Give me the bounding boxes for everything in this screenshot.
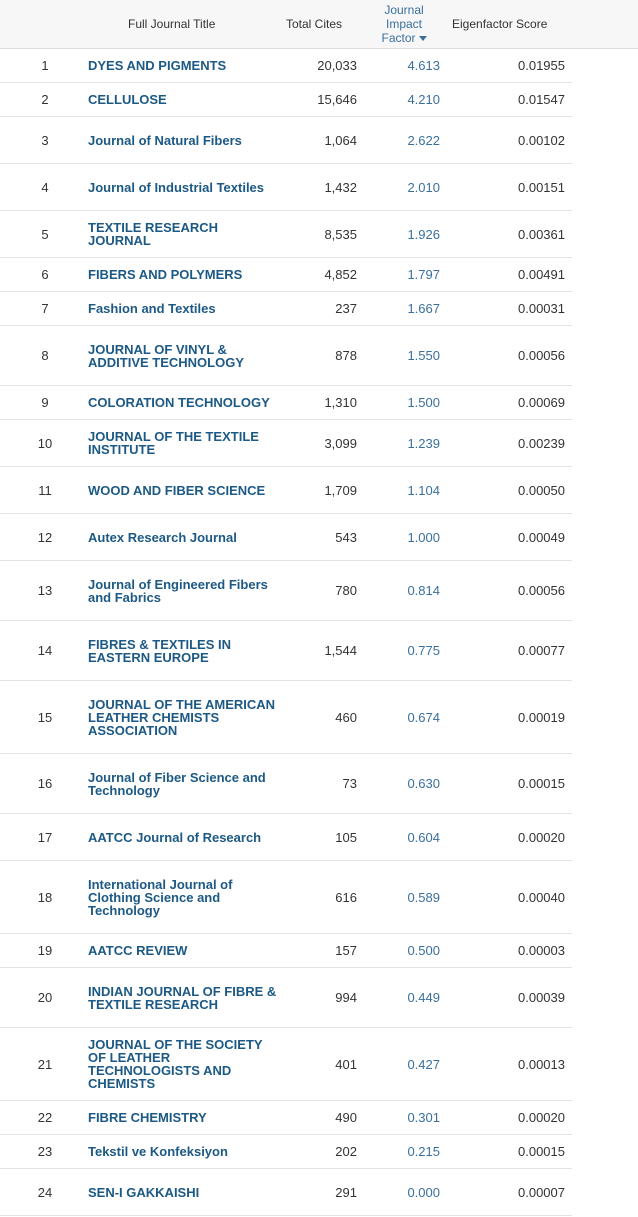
eigenfactor-cell <box>470 861 565 933</box>
eigenfactor-cell <box>470 258 565 291</box>
eigenfactor-cell-text: 0.00361 <box>518 226 565 242</box>
total-cites-cell-text: 878 <box>335 348 357 363</box>
journal-title-link[interactable] <box>88 164 278 210</box>
total-cites-cell <box>270 754 357 813</box>
total-cites-cell-text: 73 <box>342 776 357 791</box>
table-row <box>0 1135 572 1169</box>
eigenfactor-cell <box>470 1135 565 1168</box>
eigenfactor-cell-text: 0.00015 <box>518 1144 565 1159</box>
eigenfactor-cell-text: 0.00077 <box>518 643 565 658</box>
rank-cell <box>0 861 90 933</box>
journal-title-link-text[interactable]: FIBERS AND POLYMERS <box>88 267 243 282</box>
journal-title-link-text[interactable]: JOURNAL OF THE SOCIETY OF LEATHER TECHNOLOGISTS AND CHEMISTS <box>88 1037 263 1091</box>
total-cites-cell-text: 1,432 <box>324 179 357 195</box>
table-row <box>0 258 572 292</box>
table-row <box>0 968 572 1028</box>
journal-title-link[interactable] <box>88 621 278 680</box>
impact-factor-cell <box>360 1135 440 1168</box>
impact-factor-cell <box>360 514 440 560</box>
total-cites-cell <box>270 258 357 291</box>
journal-title-link-text[interactable]: AATCC REVIEW <box>88 943 188 958</box>
total-cites-cell-text: 237 <box>335 301 357 316</box>
impact-factor-cell <box>360 386 440 419</box>
total-cites-cell-text: 157 <box>335 943 357 958</box>
rank-cell-text: 2 <box>41 92 49 107</box>
rank-cell <box>0 49 90 82</box>
impact-factor-cell-text: 0.589 <box>407 889 440 905</box>
rank-cell <box>0 420 90 466</box>
eigenfactor-cell <box>470 514 565 560</box>
eigenfactor-cell <box>470 754 565 813</box>
rank-cell-text: 18 <box>37 889 53 905</box>
total-cites-cell-text: 401 <box>335 1056 357 1072</box>
total-cites-cell-text: 1,310 <box>324 395 357 410</box>
total-cites-cell-text: 1,709 <box>324 482 357 498</box>
table-row <box>0 681 572 754</box>
eigenfactor-cell <box>470 1169 565 1215</box>
journal-title-link-text[interactable]: JOURNAL OF VINYL & ADDITIVE TECHNOLOGY <box>88 341 245 370</box>
rank-cell-text: 12 <box>37 529 53 545</box>
total-cites-cell-text: 780 <box>335 583 357 598</box>
eigenfactor-cell <box>470 420 565 466</box>
table-row <box>0 467 572 514</box>
eigenfactor-cell <box>470 292 565 325</box>
impact-factor-cell <box>360 861 440 933</box>
impact-factor-cell-text: 2.622 <box>407 132 440 148</box>
total-cites-cell <box>270 968 357 1027</box>
rank-cell <box>0 258 90 291</box>
total-cites-cell <box>270 420 357 466</box>
rank-cell <box>0 621 90 680</box>
total-cites-cell-text: 20,033 <box>317 58 357 73</box>
table-row <box>0 934 572 968</box>
rank-cell-text: 10 <box>37 435 53 451</box>
rank-cell <box>0 386 90 419</box>
journal-title-link[interactable] <box>88 467 278 513</box>
impact-factor-cell-text: 1.926 <box>407 226 440 242</box>
journal-title-link-text[interactable]: Journal of Fiber Science and Technology <box>88 769 266 798</box>
impact-factor-label-line-2: Impact <box>385 17 422 31</box>
impact-factor-label-line-3 <box>381 31 426 45</box>
table-row <box>0 861 572 934</box>
rank-cell-text: 14 <box>37 643 53 658</box>
journal-title-link[interactable] <box>88 681 278 753</box>
sort-descending-icon[interactable] <box>419 36 427 41</box>
journal-title-link[interactable] <box>88 1169 278 1215</box>
total-cites-cell <box>270 117 357 163</box>
table-row <box>0 164 572 211</box>
rank-cell-text: 4 <box>41 179 49 195</box>
journal-title-link-text[interactable]: JOURNAL OF THE TEXTILE INSTITUTE <box>88 429 259 457</box>
column-header-total-cites[interactable]: Total Cites <box>286 17 343 31</box>
eigenfactor-cell-text: 0.00013 <box>518 1056 565 1072</box>
eigenfactor-cell <box>470 117 565 163</box>
eigenfactor-cell <box>470 49 565 82</box>
rank-cell-text: 8 <box>41 348 49 363</box>
table-row <box>0 420 572 467</box>
total-cites-cell <box>270 681 357 753</box>
journal-title-link-text[interactable]: CELLULOSE <box>88 92 167 107</box>
rank-cell-text: 24 <box>37 1184 53 1200</box>
eigenfactor-cell-text: 0.00040 <box>518 889 565 905</box>
total-cites-cell-text: 616 <box>335 889 357 905</box>
table-row <box>0 117 572 164</box>
eigenfactor-cell-text: 0.00102 <box>518 132 565 148</box>
impact-factor-cell-text: 1.239 <box>407 435 440 451</box>
impact-factor-cell-text: 0.604 <box>407 829 440 845</box>
eigenfactor-cell <box>470 1028 565 1100</box>
impact-factor-cell-text: 0.674 <box>407 709 440 725</box>
impact-factor-cell <box>360 934 440 967</box>
eigenfactor-cell <box>470 164 565 210</box>
table-row <box>0 1101 572 1135</box>
journal-title-link[interactable] <box>88 861 278 933</box>
eigenfactor-cell-text: 0.00031 <box>518 301 565 316</box>
impact-factor-cell-text: 0.449 <box>407 990 440 1005</box>
rank-cell-text: 22 <box>37 1110 53 1125</box>
journal-title-link[interactable] <box>88 1028 278 1100</box>
journal-title-link-text[interactable]: AATCC Journal of Research <box>88 829 262 845</box>
eigenfactor-cell <box>470 326 565 385</box>
total-cites-cell <box>270 561 357 620</box>
impact-factor-cell <box>360 117 440 163</box>
total-cites-cell <box>270 164 357 210</box>
total-cites-cell <box>270 1101 357 1134</box>
total-cites-cell-text: 8,535 <box>324 226 357 242</box>
journal-title-link-text[interactable]: FIBRES & TEXTILES IN EASTERN EUROPE <box>88 636 232 665</box>
impact-factor-label-text: Factor <box>381 31 416 45</box>
total-cites-cell <box>270 49 357 82</box>
rank-cell <box>0 164 90 210</box>
rank-cell-text: 13 <box>37 583 53 598</box>
rank-cell <box>0 1135 90 1168</box>
journal-title-link-text[interactable]: Journal of Natural Fibers <box>88 132 242 148</box>
rank-cell <box>0 117 90 163</box>
eigenfactor-cell-text: 0.00049 <box>518 529 565 545</box>
rank-cell-text: 11 <box>38 482 52 498</box>
table-row <box>0 1169 572 1216</box>
eigenfactor-cell-text: 0.00050 <box>518 482 565 498</box>
rank-cell <box>0 561 90 620</box>
total-cites-cell-text: 291 <box>335 1184 357 1200</box>
rank-cell <box>0 514 90 560</box>
impact-factor-cell-text: 0.500 <box>407 943 440 958</box>
total-cites-cell-text: 15,646 <box>317 92 357 107</box>
total-cites-cell <box>270 83 357 116</box>
total-cites-cell <box>270 934 357 967</box>
rank-cell <box>0 1169 90 1215</box>
column-header-impact-factor[interactable] <box>372 0 436 48</box>
rank-cell-text: 3 <box>41 132 49 148</box>
eigenfactor-cell <box>470 211 565 257</box>
impact-factor-cell <box>360 211 440 257</box>
total-cites-cell-text: 3,099 <box>324 435 357 451</box>
eigenfactor-cell-text: 0.00239 <box>518 435 565 451</box>
eigenfactor-cell-text: 0.00020 <box>518 829 565 845</box>
journal-title-link-text[interactable]: FIBRE CHEMISTRY <box>88 1110 207 1125</box>
table-row <box>0 386 572 420</box>
impact-factor-cell <box>360 292 440 325</box>
rank-cell <box>0 467 90 513</box>
eigenfactor-cell <box>470 814 565 860</box>
total-cites-cell-text: 1,064 <box>324 132 357 148</box>
impact-factor-cell-text: 1.000 <box>407 529 440 545</box>
impact-factor-cell <box>360 164 440 210</box>
eigenfactor-cell <box>470 386 565 419</box>
column-header-eigenfactor[interactable]: Eigenfactor Score <box>452 17 548 31</box>
impact-factor-cell-text: 0.427 <box>407 1056 440 1072</box>
rank-cell-text: 20 <box>37 990 53 1005</box>
eigenfactor-cell <box>470 681 565 753</box>
impact-factor-cell-text: 0.215 <box>407 1144 440 1159</box>
total-cites-cell <box>270 211 357 257</box>
table-row <box>0 292 572 326</box>
total-cites-cell <box>270 386 357 419</box>
journal-title-link-text[interactable]: International Journal of Clothing Science and Technology <box>88 876 233 918</box>
eigenfactor-cell-text: 0.00019 <box>518 709 565 725</box>
eigenfactor-cell-text: 0.00151 <box>518 179 565 195</box>
table-row <box>0 1028 572 1101</box>
rank-cell <box>0 292 90 325</box>
impact-factor-cell <box>360 754 440 813</box>
total-cites-cell-text: 543 <box>335 529 357 545</box>
eigenfactor-cell-text: 0.00056 <box>518 583 565 598</box>
eigenfactor-cell <box>470 1101 565 1134</box>
journal-title-link[interactable] <box>88 814 278 860</box>
impact-factor-cell <box>360 49 440 82</box>
rank-cell <box>0 211 90 257</box>
eigenfactor-cell <box>470 968 565 1027</box>
impact-factor-cell <box>360 326 440 385</box>
journal-title-link[interactable] <box>88 968 278 1027</box>
journal-title-link[interactable] <box>88 1101 278 1134</box>
total-cites-cell <box>270 1135 357 1168</box>
eigenfactor-cell <box>470 467 565 513</box>
total-cites-cell-text: 105 <box>335 829 357 845</box>
rank-cell-text: 15 <box>37 709 53 725</box>
rank-cell <box>0 326 90 385</box>
impact-factor-cell <box>360 83 440 116</box>
journal-title-link[interactable] <box>88 292 278 325</box>
journal-title-link[interactable] <box>88 49 278 82</box>
journal-title-link[interactable] <box>88 258 278 291</box>
impact-factor-cell-text: 1.104 <box>407 482 440 498</box>
journal-title-link-text[interactable]: TEXTILE RESEARCH JOURNAL <box>88 220 219 248</box>
impact-factor-cell <box>360 258 440 291</box>
eigenfactor-cell-text: 0.00069 <box>518 395 565 410</box>
impact-factor-cell <box>360 968 440 1027</box>
journal-title-link[interactable] <box>88 386 278 419</box>
rank-cell-text: 23 <box>37 1144 53 1159</box>
total-cites-cell <box>270 514 357 560</box>
table-row <box>0 561 572 621</box>
total-cites-cell <box>270 814 357 860</box>
total-cites-cell <box>270 326 357 385</box>
journal-title-link-text[interactable]: DYES AND PIGMENTS <box>88 58 227 73</box>
eigenfactor-cell-text: 0.01547 <box>518 92 565 107</box>
total-cites-cell-text: 1,544 <box>324 643 357 658</box>
journal-title-link[interactable] <box>88 211 278 257</box>
table-row <box>0 814 572 861</box>
eigenfactor-cell-text: 0.00015 <box>518 776 565 791</box>
impact-factor-cell-text: 0.630 <box>407 776 440 791</box>
impact-factor-cell-text: 0.301 <box>407 1110 440 1125</box>
rank-cell-text: 9 <box>41 395 49 410</box>
journal-title-link[interactable] <box>88 1135 278 1168</box>
eigenfactor-cell-text: 0.00020 <box>518 1110 565 1125</box>
journal-title-link-text[interactable]: INDIAN JOURNAL OF FIBRE & TEXTILE RESEARCH <box>88 983 277 1012</box>
total-cites-cell-text: 4,852 <box>324 267 357 282</box>
impact-factor-cell <box>360 420 440 466</box>
eigenfactor-cell-text: 0.00056 <box>518 348 565 363</box>
rank-cell-text: 6 <box>41 267 49 282</box>
table-row <box>0 621 572 681</box>
rank-cell <box>0 1028 90 1100</box>
rank-cell <box>0 754 90 813</box>
total-cites-cell <box>270 1169 357 1215</box>
rank-cell <box>0 681 90 753</box>
total-cites-cell-text: 460 <box>335 709 357 725</box>
impact-factor-cell <box>360 467 440 513</box>
impact-factor-cell-text: 2.010 <box>407 179 440 195</box>
rank-cell <box>0 1101 90 1134</box>
journal-title-link-text[interactable]: Journal of Industrial Textiles <box>88 179 265 195</box>
rank-cell <box>0 968 90 1027</box>
impact-factor-cell-text: 1.667 <box>407 301 440 316</box>
rank-cell-text: 17 <box>37 829 53 845</box>
impact-factor-cell-text: 1.797 <box>407 267 440 282</box>
impact-factor-cell <box>360 621 440 680</box>
impact-factor-cell-text: 0.775 <box>407 643 440 658</box>
journal-title-link[interactable] <box>88 561 278 620</box>
rank-cell-text: 19 <box>37 943 53 958</box>
impact-factor-cell <box>360 1101 440 1134</box>
table-row <box>0 514 572 561</box>
total-cites-cell <box>270 292 357 325</box>
table-body <box>0 49 638 1216</box>
impact-factor-cell-text: 1.500 <box>407 395 440 410</box>
table-row <box>0 83 572 117</box>
impact-factor-cell-text: 0.000 <box>407 1184 440 1200</box>
journal-title-link-text[interactable]: Tekstil ve Konfeksiyon <box>88 1144 228 1159</box>
eigenfactor-cell-text: 0.00003 <box>518 943 565 958</box>
table-row <box>0 326 572 386</box>
impact-factor-cell-text: 4.210 <box>407 92 440 107</box>
rank-cell-text: 16 <box>37 776 53 791</box>
journal-title-link[interactable] <box>88 934 278 967</box>
impact-factor-cell <box>360 1028 440 1100</box>
eigenfactor-cell <box>470 934 565 967</box>
journal-title-link[interactable] <box>88 83 278 116</box>
total-cites-cell <box>270 861 357 933</box>
rank-cell-text: 7 <box>41 301 49 316</box>
total-cites-cell <box>270 621 357 680</box>
rank-cell <box>0 83 90 116</box>
total-cites-cell-text: 490 <box>335 1110 357 1125</box>
eigenfactor-cell <box>470 621 565 680</box>
journal-title-link[interactable] <box>88 754 278 813</box>
impact-factor-cell <box>360 814 440 860</box>
journal-title-link-text[interactable]: WOOD AND FIBER SCIENCE <box>88 482 266 498</box>
total-cites-cell <box>270 1028 357 1100</box>
eigenfactor-cell-text: 0.00039 <box>518 990 565 1005</box>
journal-title-link[interactable] <box>88 326 278 385</box>
total-cites-cell <box>270 467 357 513</box>
journal-title-link-text[interactable]: JOURNAL OF THE AMERICAN LEATHER CHEMISTS ASSOCIATION <box>88 696 276 738</box>
column-header-title[interactable]: Full Journal Title <box>128 17 216 31</box>
journal-title-link-text[interactable]: Autex Research Journal <box>88 529 237 545</box>
journal-title-link-text[interactable]: SEN-I GAKKAISHI <box>88 1184 200 1200</box>
impact-factor-cell <box>360 561 440 620</box>
table-row <box>0 211 572 258</box>
rank-cell <box>0 934 90 967</box>
impact-factor-cell <box>360 681 440 753</box>
impact-factor-cell-text: 4.613 <box>407 58 440 73</box>
impact-factor-cell-text: 1.550 <box>407 348 440 363</box>
table-row <box>0 754 572 814</box>
impact-factor-cell-text: 0.814 <box>407 583 440 598</box>
rank-cell-text: 21 <box>37 1056 53 1072</box>
eigenfactor-cell-text: 0.00007 <box>518 1184 565 1200</box>
table-header <box>0 0 638 49</box>
eigenfactor-cell <box>470 83 565 116</box>
eigenfactor-cell <box>470 561 565 620</box>
journal-title-link-text[interactable]: Journal of Engineered Fibers and Fabrics <box>88 576 268 605</box>
impact-factor-label-line-1: Journal <box>384 3 424 17</box>
journal-title-link-text[interactable]: COLORATION TECHNOLOGY <box>88 395 270 410</box>
rank-cell-text: 1 <box>41 58 49 73</box>
impact-factor-cell <box>360 1169 440 1215</box>
eigenfactor-cell-text: 0.00491 <box>518 267 565 282</box>
journal-title-link-text[interactable]: Fashion and Textiles <box>88 301 216 316</box>
table-row <box>0 49 572 83</box>
total-cites-cell-text: 202 <box>335 1144 357 1159</box>
eigenfactor-cell-text: 0.01955 <box>518 58 565 73</box>
journal-title-link[interactable] <box>88 117 278 163</box>
journal-title-link[interactable] <box>88 514 278 560</box>
rank-cell <box>0 814 90 860</box>
rank-cell-text: 5 <box>41 226 49 242</box>
journal-title-link[interactable] <box>88 420 278 466</box>
total-cites-cell-text: 994 <box>335 990 357 1005</box>
